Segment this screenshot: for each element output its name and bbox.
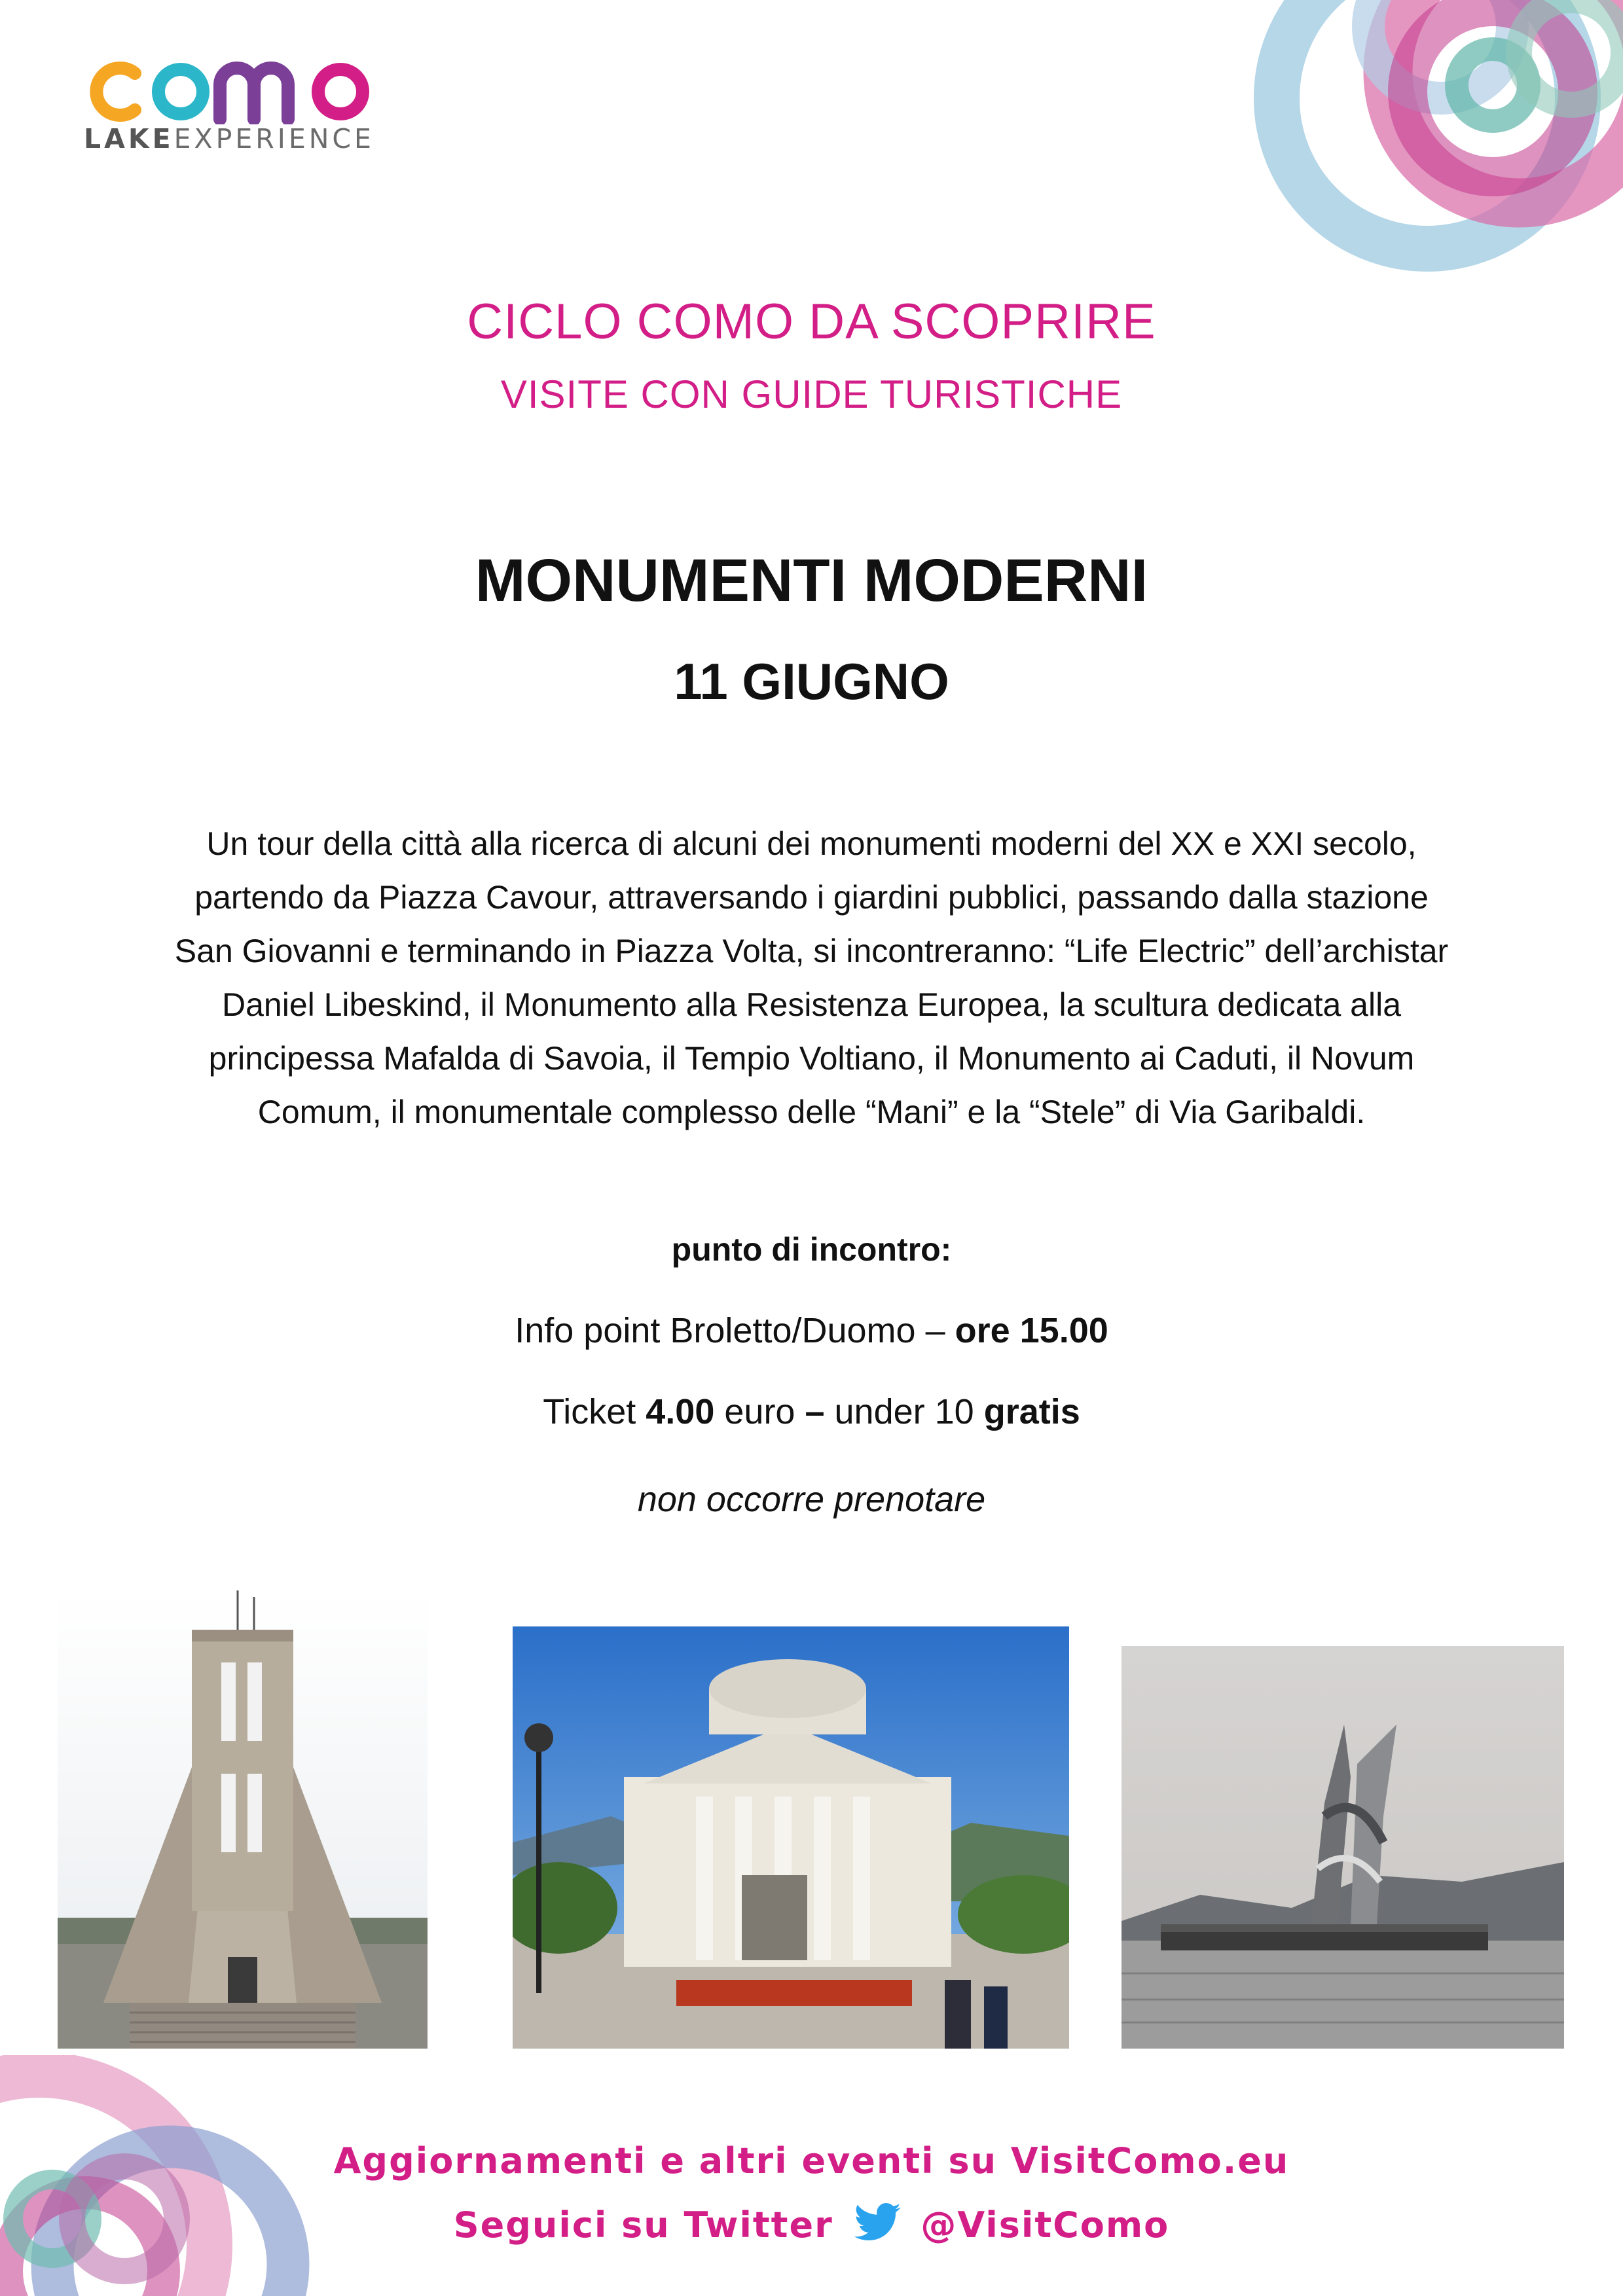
como-logo bbox=[84, 59, 385, 164]
description-line: principessa Mafalda di Savoia, il Tempio Voltiano, il Monumento ai Caduti, il Novum bbox=[208, 1040, 1415, 1077]
cycle-title: CICLO COMO DA SCOPRIRE bbox=[467, 294, 1156, 350]
meeting-label: punto di incontro: bbox=[671, 1231, 952, 1268]
logo-subtitle: LAKEEXPERIENCE bbox=[84, 123, 374, 154]
description-line: Comum, il monumentale complesso delle “Mani” e la “Stele” di Via Garibaldi. bbox=[257, 1094, 1366, 1130]
event-title: MONUMENTI MODERNI bbox=[475, 547, 1148, 614]
twitter-follow-text: Seguici su Twitter bbox=[453, 2204, 833, 2246]
meeting-place: Info point Broletto/Duomo – ore 15.00 bbox=[515, 1311, 1108, 1350]
footer-updates: Aggiornamenti e altri eventi su VisitComo.eu bbox=[333, 2140, 1290, 2181]
description-line: partendo da Piazza Cavour, attraversando i giardini pubblici, passando dalla stazione bbox=[194, 879, 1429, 916]
photo-life-electric bbox=[1122, 1646, 1564, 2049]
decorative-circles-top bbox=[1205, 0, 1623, 288]
twitter-bird-icon bbox=[854, 2203, 902, 2242]
photo-war-memorial bbox=[58, 1590, 428, 2049]
description-line: Daniel Libeskind, il Monumento alla Resistenza Europea, la scultura dedicata alla bbox=[221, 986, 1402, 1023]
visits-subtitle: VISITE CON GUIDE TURISTICHE bbox=[500, 372, 1123, 416]
no-booking-note: non occorre prenotare bbox=[637, 1480, 986, 1519]
ticket-info: Ticket 4.00 euro – under 10 gratis bbox=[543, 1392, 1080, 1431]
photo-tempio-voltiano bbox=[513, 1626, 1069, 2049]
como-logo-wordmark bbox=[84, 59, 385, 124]
footer-twitter bbox=[0, 2203, 1623, 2246]
description-line: Un tour della città alla ricerca di alcuni dei monumenti moderni del XX e XXI secolo, bbox=[206, 825, 1417, 862]
event-date: 11 GIUGNO bbox=[674, 653, 949, 710]
twitter-handle: @VisitComo bbox=[921, 2204, 1170, 2246]
event-description bbox=[72, 817, 1551, 1139]
description-line: San Giovanni e terminando in Piazza Volta, si incontreranno: “Life Electric” dell’archistar bbox=[174, 933, 1449, 969]
